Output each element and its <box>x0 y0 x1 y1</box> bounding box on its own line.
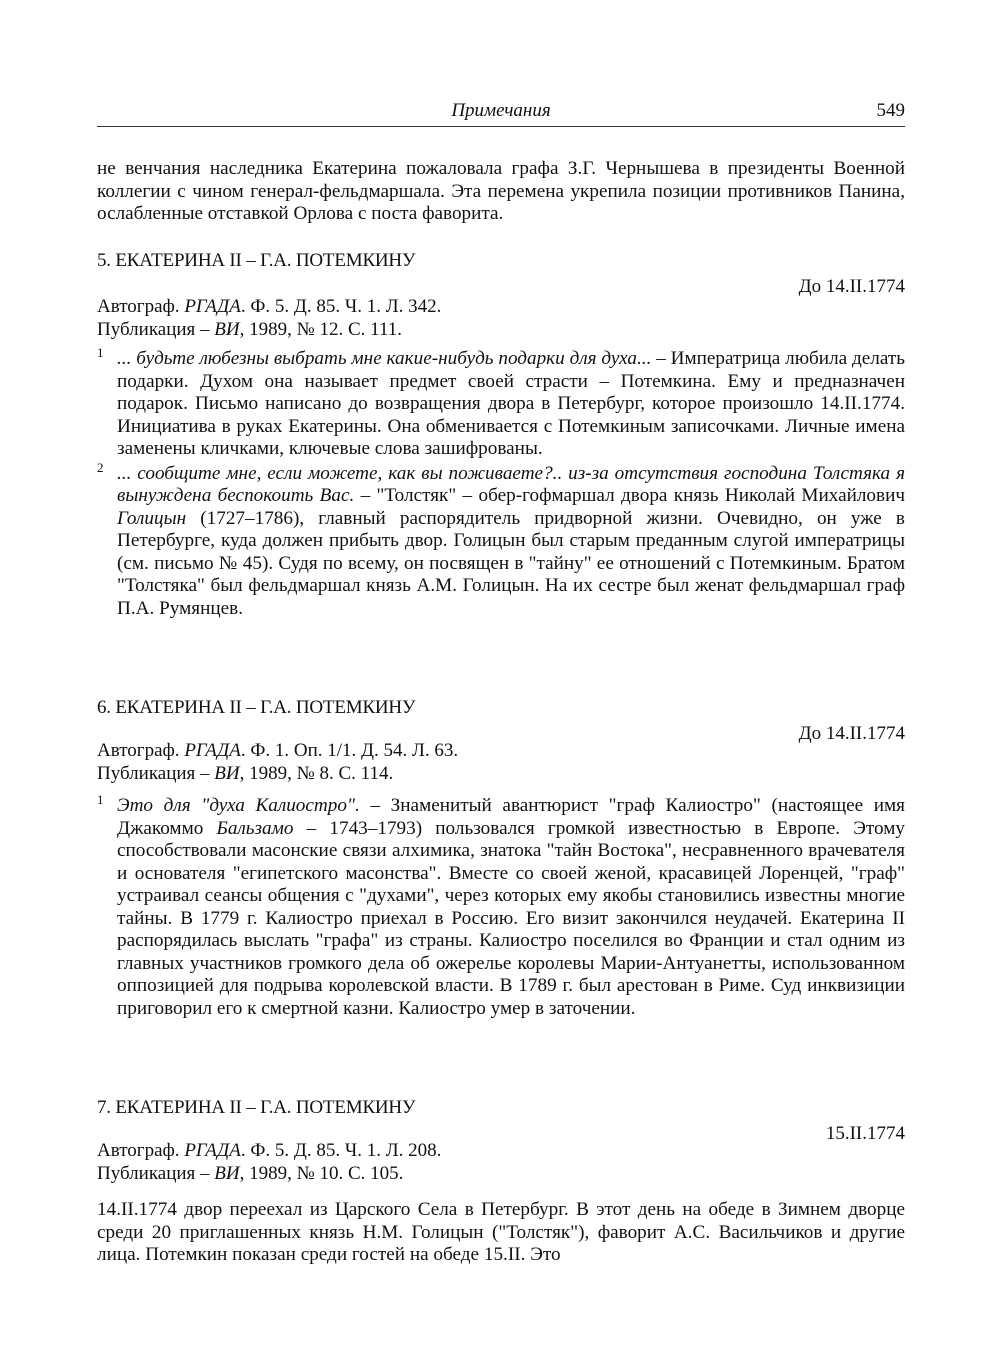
note-quote: ... сообщите мне, если можете, как вы поживаете?.. из-за отсутствия господина Толстяка я вынуждена беспокоить Вас. <box>117 462 905 506</box>
note-number: 2 <box>97 459 104 475</box>
note-1 <box>97 345 905 461</box>
note-number: 1 <box>97 345 104 360</box>
running-header <box>97 100 905 126</box>
note-2 <box>97 459 905 621</box>
publication-line <box>97 1162 905 1185</box>
autograph-label: Автограф. <box>97 740 185 761</box>
letter-heading: 6. ЕКАТЕРИНА II – Г.А. ПОТЕМКИНУ <box>97 697 416 718</box>
archive-name: РГАДА <box>184 1140 241 1161</box>
autograph-line <box>97 1139 905 1162</box>
archive-ref: . Ф. 5. Д. 85. Ч. 1. Л. 342. <box>240 296 442 317</box>
journal-name: ВИ <box>214 1163 240 1184</box>
note-quote: Это для "духа Калиостро". <box>117 795 360 816</box>
note-italic-name: Бальзамо <box>216 817 294 839</box>
letter-body: 14.II.1774 двор переехал из Царского Села в Петербург. В этот день на обеде в Зимнем дворце среди 20 приглашенных князь Н.М. Голицын ("Толстяк"), фаворит А.С. Васильчиков и другие лица. Потемкин показан среди гостей на обеде 15.II. Это <box>97 1199 905 1265</box>
letter-date: До 14.II.1774 <box>798 276 905 297</box>
letter-heading: 7. ЕКАТЕРИНА II – Г.А. ПОТЕМКИНУ <box>97 1097 416 1118</box>
publication-line <box>97 762 905 785</box>
archive-name: РГАДА <box>184 740 241 761</box>
autograph-label: Автограф. <box>97 296 185 317</box>
autograph-line <box>97 295 905 318</box>
autograph-label: Автограф. <box>97 1140 185 1161</box>
publication-ref: , 1989, № 10. С. 105. <box>239 1163 404 1184</box>
note-1 <box>97 792 905 1020</box>
letter-6-section <box>97 697 905 1020</box>
note-text: – Императрица любила делать подарки. Духом она называет предмет своей страсти – Потемкина. Ему и предназначен подарок. Письмо написано до возвращения двора в Петербург, которое произошло 14.II.1774. Инициатива в руках Екатерины. Она обменивается с Потемкиным записочками. Личные имена заменены кличками, ключевые слова зашифрованы. <box>117 348 905 459</box>
publication-ref: , 1989, № 12. С. 111. <box>239 319 402 340</box>
note-text: – "Толстяк" – обер-гофмаршал двора князь Николай Михайлович <box>354 485 905 506</box>
autograph-line <box>97 739 905 762</box>
letter-heading: 5. ЕКАТЕРИНА II – Г.А. ПОТЕМКИНУ <box>97 250 416 271</box>
letter-7-section <box>97 1097 905 1267</box>
note-text: – Знаменитый авантюрист "граф Калиостро" (настоящее имя Джакоммо <box>117 795 905 839</box>
note-text: – 1743–1793) пользовался громкой известностью в Европе. Этому способствовали масонские связи алхимика, знатока "тайн Востока", несравненного врачевателя и основателя "египетского масонства". Вместе со своей женой, красавицей Лоренцей, "граф" устраивал сеансы общения с "духами", через которых ему якобы становились известны многие тайны. В 1779 г. Калиостро приехал в Россию. Его визит закончился неудачей. Екатерина II распорядилась выслать "графа" из страны. Калиостро поселился во Франции и стал одним из главных участников громкого дела об ожерелье королевы Марии-Антуанетты, использованном оппозицией для подрыва королевской власти. В 1789 г. был арестован в Риме. Суд инквизиции приговорил его к смертной казни. Калиостро умер в заточении. <box>117 817 905 1019</box>
running-title: Примечания <box>451 100 551 121</box>
intro-paragraph: не венчания наследника Екатерина пожаловала графа З.Г. Чернышева в президенты Военной коллегии с чином генерал-фельдмаршала. Эта перемена укрепила позиции противников Панина, ослабленные отставкой Орлова с поста фаворита. <box>97 158 905 224</box>
note-text: (1727–1786), главный распорядитель придворной жизни. Очевидно, он уже в Петербурге, куда должен прибыть двор. Голицын был старым преданным слугой императрицы (см. письмо № 45). Судя по всему, он посвящен в "тайну" ее отношений с Потемкиным. Братом "Толстяка" был фельдмаршал князь А.М. Голицын. На их сестре был женат фельдмаршал граф П.А. Румянцев. <box>117 507 905 619</box>
header-rule <box>97 126 905 127</box>
publication-ref: , 1989, № 8. С. 114. <box>239 763 394 784</box>
publication-label: Публикация – <box>97 1163 215 1184</box>
archive-name: РГАДА <box>184 296 241 317</box>
note-quote: ... будьте любезны выбрать мне какие-нибудь подарки для духа... <box>117 348 652 369</box>
note-italic-name: Голицын <box>117 507 187 529</box>
publication-label: Публикация – <box>97 763 215 784</box>
letter-date: 15.II.1774 <box>825 1123 905 1144</box>
journal-name: ВИ <box>214 319 240 340</box>
letter-5-section <box>97 250 905 620</box>
letter-date: До 14.II.1774 <box>798 723 905 744</box>
publication-line <box>97 318 905 341</box>
page-number: 549 <box>876 100 905 121</box>
archive-ref: . Ф. 5. Д. 85. Ч. 1. Л. 208. <box>240 1140 442 1161</box>
publication-label: Публикация – <box>97 319 215 340</box>
note-number: 1 <box>97 792 104 807</box>
archive-ref: . Ф. 1. Оп. 1/1. Д. 54. Л. 63. <box>240 740 459 761</box>
journal-name: ВИ <box>214 763 240 784</box>
